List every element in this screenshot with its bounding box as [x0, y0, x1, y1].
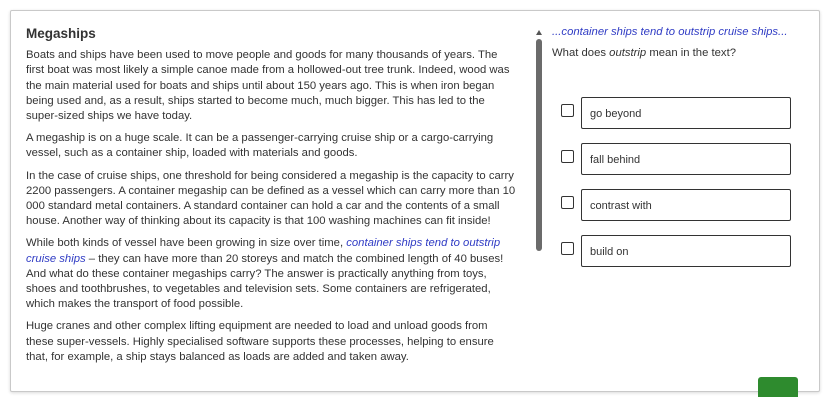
- passage-title: Megaships: [26, 26, 96, 41]
- option-1-checkbox[interactable]: [561, 104, 574, 117]
- prompt-start: What does: [552, 47, 610, 59]
- passage-scrollbar[interactable]: [536, 30, 542, 378]
- option-3-label[interactable]: contrast with: [581, 189, 791, 221]
- answer-option-1[interactable]: [556, 97, 806, 133]
- answer-option-3[interactable]: [556, 189, 806, 225]
- answer-option-4[interactable]: [556, 235, 806, 271]
- next-button[interactable]: [758, 377, 798, 397]
- option-2-checkbox[interactable]: [561, 150, 574, 163]
- prompt-end: mean in the text?: [646, 47, 737, 59]
- passage-paragraph-1: Boats and ships have been used to move people and goods for many thousands of years. The first boat was most likely a simple canoe made from a hollowed-out tree trunk. Indeed, wood was the main material used for boats and ships until about 150 years ago. This is when iron began being used and, as a result, ships started to become much, much bigger. This has led to the super-sized ships we have today.: [26, 49, 510, 123]
- option-3-checkbox[interactable]: [561, 196, 574, 209]
- option-1-label[interactable]: go beyond: [581, 97, 791, 129]
- option-4-checkbox[interactable]: [561, 242, 574, 255]
- paragraph-4-start: While both kinds of vessel have been growing in size over time,: [26, 237, 347, 250]
- question-quote: ...container ships tend to outstrip cruise ships...: [552, 26, 788, 38]
- option-2-label[interactable]: fall behind: [581, 143, 791, 175]
- passage-paragraph-2: A megaship is on a huge scale. It can be a passenger-carrying cruise ship or a cargo-carrying vessel, such as a container ship, loaded with materials and goods.: [26, 132, 494, 160]
- answer-option-2[interactable]: [556, 143, 806, 179]
- prompt-keyword: outstrip: [609, 47, 647, 59]
- scroll-up-arrow-icon[interactable]: [536, 30, 542, 35]
- passage-paragraph-3: In the case of cruise ships, one threshold for being considered a megaship is the capacity to carry 2200 passengers. A container megaship can be defined as a vessel which can carry more than 10 000 standard metal containers. A standard container can hold a car and the contents of a small house. Another way of thinking about its capacity is that 100 washing machines can fit inside!: [26, 169, 516, 228]
- question-panel: [552, 26, 812, 59]
- question-prompt: [552, 47, 812, 59]
- highlighted-phrase: container ships tend to outstrip cruise ships: [26, 237, 501, 265]
- passage-paragraph-5: Huge cranes and other complex lifting equipment are needed to load and unload goods from these super-vessels. Highly specialised software supports these processes, helping to ensure that, for example, a ship stays balanced as loads are added and taken away.: [26, 320, 494, 363]
- option-4-label[interactable]: build on: [581, 235, 791, 267]
- reading-passage[interactable]: [26, 26, 518, 378]
- passage-paragraph-4: [26, 236, 518, 312]
- scrollbar-thumb[interactable]: [536, 39, 542, 251]
- paragraph-4-end: – they can have more than 20 storeys and match the combined length of 40 buses! And what do these container megaships carry? The answer is practically anything from toys, shoes and toothbrushes, to vegetables and television sets. Some containers are refrigerated, which makes the transport of food possible.: [26, 252, 504, 311]
